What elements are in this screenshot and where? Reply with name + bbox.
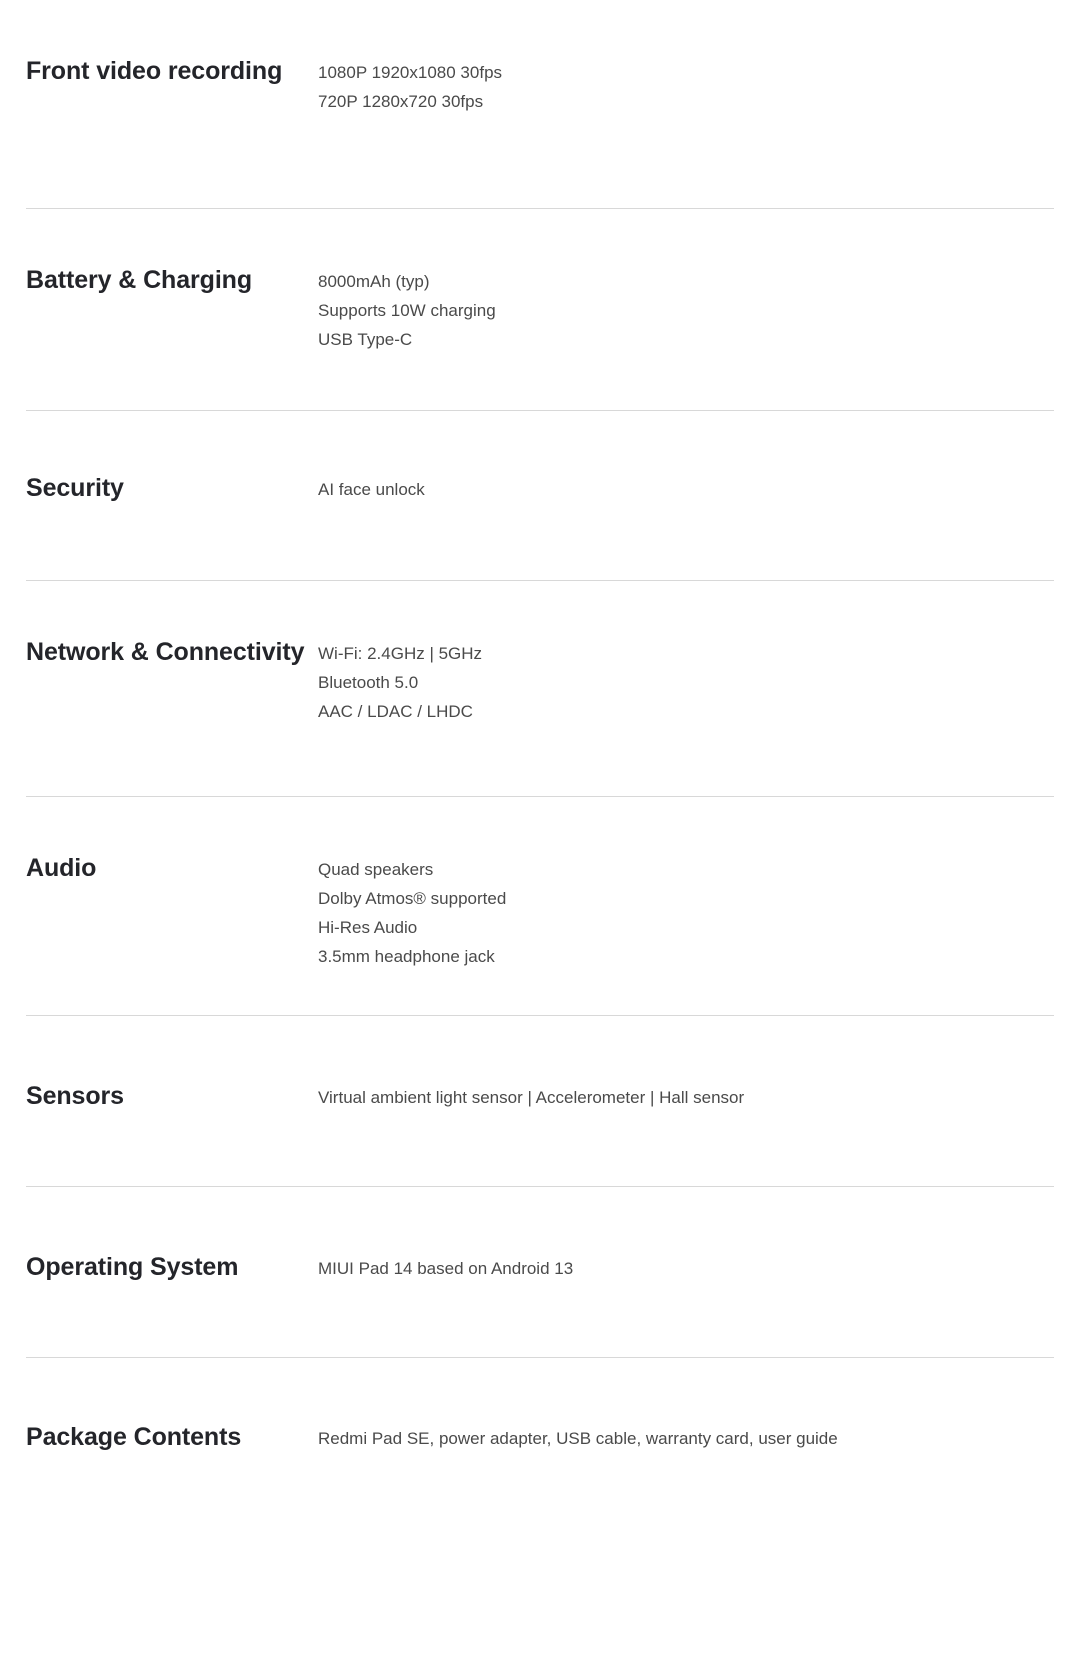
spec-value-list: [316, 633, 1054, 726]
spec-row-network-and-connectivity: [26, 581, 1054, 797]
spec-row-front-video-recording: [26, 0, 1054, 209]
spec-value: 1080P 1920x1080 30fps: [318, 63, 503, 82]
spec-label: Front video recording: [26, 57, 283, 85]
spec-value: Quad speakers: [318, 859, 434, 879]
spec-value: AAC / LDAC / LHDC: [318, 701, 473, 721]
spec-row-security: [26, 411, 1054, 581]
spec-value-list: [316, 849, 1054, 971]
spec-value-list: [316, 1420, 1054, 1453]
spec-label: Battery & Charging: [26, 266, 253, 294]
spec-label: Operating System: [26, 1253, 239, 1281]
spec-value: 3.5mm headphone jack: [318, 946, 495, 966]
spec-row-battery-and-charging: [26, 209, 1054, 411]
spec-row-sensors: [26, 1016, 1054, 1188]
spec-value: AI face unlock: [318, 480, 425, 499]
spec-row-operating-system: [26, 1187, 1054, 1358]
spec-value-list: [316, 1250, 1054, 1283]
spec-value: Dolby Atmos® supported: [318, 888, 507, 908]
spec-label: Audio: [26, 853, 97, 882]
spec-value: Virtual ambient light sensor | Accelerometer | Hall sensor: [318, 1087, 745, 1107]
spec-value-list: [316, 1079, 1054, 1112]
spec-value: USB Type-C: [318, 330, 413, 349]
spec-label: Security: [26, 474, 124, 502]
spec-row-package-contents: [26, 1358, 1054, 1555]
spec-value: Supports 10W charging: [318, 301, 496, 320]
spec-value: 720P 1280x720 30fps: [318, 92, 484, 111]
spec-label: Sensors: [26, 1081, 124, 1110]
spec-value: MIUI Pad 14 based on Android 13: [318, 1259, 574, 1278]
spec-value: Redmi Pad SE, power adapter, USB cable, warranty card, user guide: [318, 1428, 838, 1448]
spec-value: Bluetooth 5.0: [318, 672, 419, 692]
spec-row-audio: [26, 797, 1054, 1016]
spec-value-list: [316, 471, 1054, 504]
spec-value: 8000mAh (typ): [318, 272, 430, 291]
spec-label: Package Contents: [26, 1422, 242, 1451]
spec-value-list: [316, 261, 1054, 354]
spec-value-list: [316, 52, 1054, 116]
spec-value: Hi-Res Audio: [318, 917, 418, 937]
spec-label: Network & Connectivity: [26, 637, 305, 666]
spec-value: Wi-Fi: 2.4GHz | 5GHz: [318, 643, 483, 663]
